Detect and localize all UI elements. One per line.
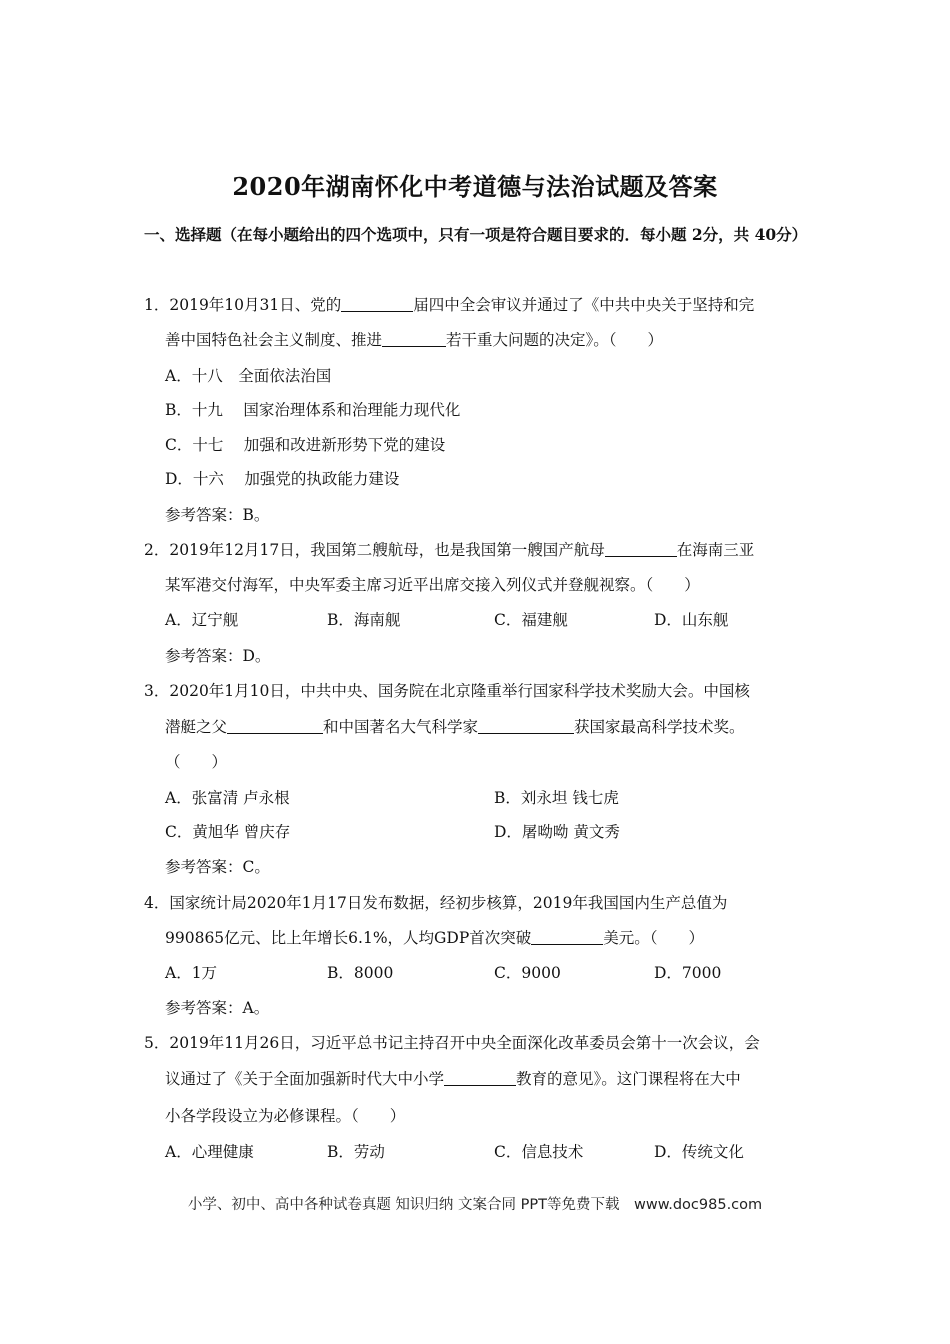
question-2-text-b: 在海南三亚 [676, 541, 755, 559]
answer-blank [605, 540, 677, 557]
option-c: C．9000 [494, 964, 561, 982]
question-3-line-1: 3．2020年1月10日，中共中央、国务院在北京隆重举行国家科学技术奖励大会。中国核 [144, 682, 750, 700]
question-2-line-2: 某军港交付海军，中央军委主席习近平出席交接入列仪式并登舰视察。（ ） [165, 576, 700, 594]
answer-blank [531, 928, 603, 945]
option-b: B．刘永坦 钱七虎 [494, 789, 619, 807]
question-1-text-b: 届四中全会审议并通过了《中共中央关于坚持和完 [413, 296, 755, 314]
question-3-text-b: 潜艇之父 [165, 718, 228, 736]
option-a: A．张富清 卢永根 [165, 789, 290, 807]
answer-key: 参考答案：D。 [165, 647, 271, 665]
answer-key: 参考答案：B。 [165, 506, 270, 524]
option-c: C．信息技术 [494, 1143, 584, 1161]
option-c: C．黄旭华 曾庆存 [165, 823, 291, 841]
option-c: C．福建舰 [494, 611, 568, 629]
answer-blank [478, 717, 574, 734]
question-1-text-c: 善中国特色社会主义制度、推进 [165, 331, 383, 349]
question-5-text-c: 教育的意见》。这门课程将在大中 [516, 1070, 741, 1088]
question-1-line-2 [165, 330, 663, 350]
question-5-line-1: 5．2019年11月26日，习近平总书记主持召开中央全面深化改革委员会第十一次会议，会 [144, 1034, 760, 1052]
option-b: B．劳动 [327, 1143, 385, 1161]
option-b: B．8000 [327, 964, 394, 982]
question-3-text-d: 获国家最高科学技术奖。 [574, 718, 745, 736]
question-4-line-1: 4．国家统计局2020年1月17日发布数据，经初步核算，2019年我国国内生产总值为 [144, 894, 728, 912]
answer-key: 参考答案：C。 [165, 858, 270, 876]
question-4-text-b: 990865亿元、比上年增长6.1%，人均GDP首次突破 [165, 929, 532, 947]
answer-blank [227, 717, 323, 734]
option-b: B．海南舰 [327, 611, 401, 629]
question-3-line-3: （ ） [165, 753, 228, 771]
question-5-line-3: 小各学段设立为必修课程。（ ） [165, 1107, 406, 1125]
answer-blank [382, 330, 446, 347]
question-5-text-b: 议通过了《关于全面加强新时代大中小学 [165, 1070, 445, 1088]
question-4-text-c: 美元。（ ） [603, 929, 705, 947]
question-4-line-2 [165, 928, 704, 948]
answer-blank [444, 1069, 516, 1086]
option-d: D．屠呦呦 黄文秀 [494, 823, 620, 841]
section-heading: 一、选择题（在每小题给出的四个选项中，只有一项是符合题目要求的．每小题 2分，共 40分） [144, 225, 808, 244]
option-c: C．十七 加强和改进新形势下党的建设 [165, 436, 446, 454]
option-b: B．十九 国家治理体系和治理能力现代化 [165, 401, 461, 419]
answer-key: 参考答案：A。 [165, 999, 270, 1017]
question-1-line-1 [144, 295, 754, 315]
question-1-text-d: 若干重大问题的决定》。（ ） [446, 331, 664, 349]
page-footer: 小学、初中、高中各种试卷真题 知识归纳 文案合同 PPT等免费下载 www.doc985.com [187, 1197, 763, 1213]
option-a: A．1万 [165, 964, 218, 982]
option-d: D．7000 [654, 964, 722, 982]
question-3-line-2 [165, 717, 745, 737]
option-a: A．心理健康 [165, 1143, 254, 1161]
answer-blank [341, 295, 413, 312]
question-2-line-1 [144, 540, 754, 560]
question-2-text-a: 2．2019年12月17日，我国第二艘航母，也是我国第一艘国产航母 [144, 541, 605, 559]
page-title: 2020年湖南怀化中考道德与法治试题及答案 [232, 172, 718, 201]
question-1-text-a: 1．2019年10月31日、党的 [144, 296, 342, 314]
question-5-line-2 [165, 1069, 741, 1089]
option-a: A．十八 全面依法治国 [165, 367, 332, 385]
option-d: D．传统文化 [654, 1143, 744, 1161]
option-d: D．十六 加强党的执政能力建设 [165, 470, 400, 488]
question-3-text-c: 和中国著名大气科学家 [323, 718, 479, 736]
option-a: A．辽宁舰 [165, 611, 239, 629]
option-d: D．山东舰 [654, 611, 729, 629]
